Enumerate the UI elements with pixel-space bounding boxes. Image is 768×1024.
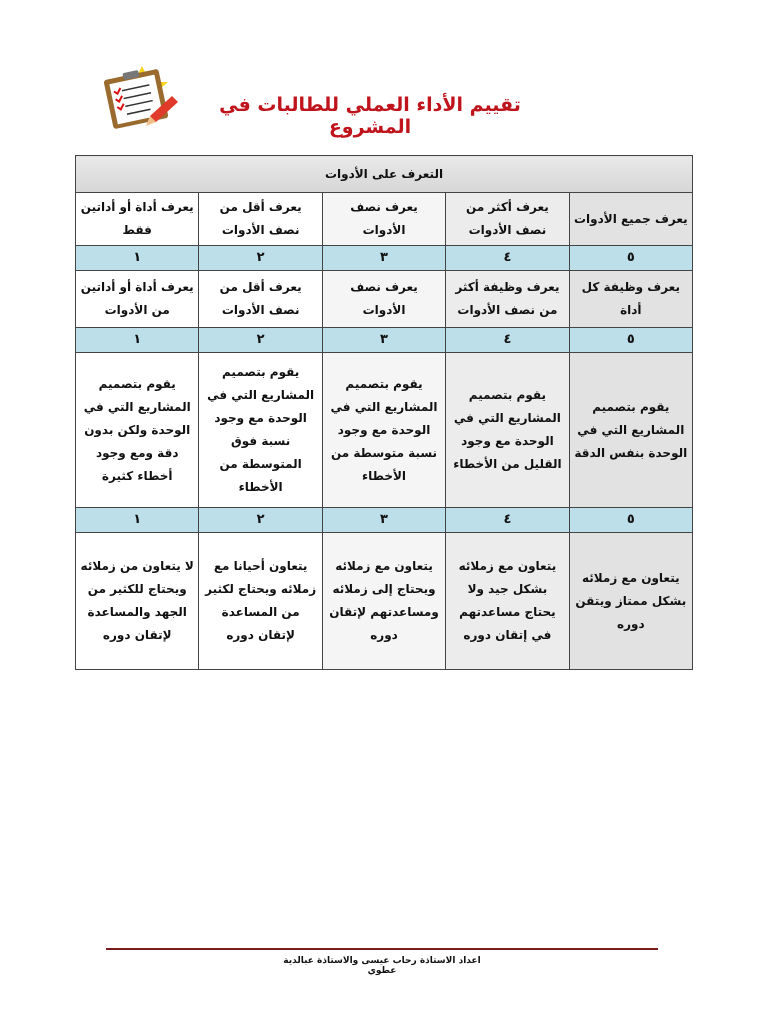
criteria-cell: يعرف أقل من نصف الأدوات	[199, 193, 322, 246]
rubric-table	[75, 155, 693, 670]
footer-divider	[106, 948, 658, 950]
criteria-cell: يعرف نصف الأدوات	[322, 271, 445, 328]
score-cell: ٣	[322, 508, 445, 533]
score-cell: ٣	[322, 328, 445, 353]
score-cell: ٢	[199, 508, 322, 533]
section-header-row	[76, 156, 693, 193]
page-title: تقييم الأداء العملي للطالبات في المشروع	[219, 94, 521, 138]
criteria-cell: يعرف أكثر من نصف الأدوات	[446, 193, 569, 246]
criteria-row	[76, 533, 693, 670]
criteria-cell: يقوم بتصميم المشاريع التي في الوحدة ولكن بدون دقة ومع وجود أخطاء كثيرة	[76, 353, 199, 508]
criteria-cell: يعرف جميع الأدوات	[569, 193, 692, 246]
criteria-cell: يعرف وظيفة أكثر من نصف الأدوات	[446, 271, 569, 328]
criteria-row	[76, 193, 693, 246]
criteria-cell: يعرف وظيفة كل أداة	[569, 271, 692, 328]
clipboard-checklist-icon	[84, 62, 184, 134]
score-cell: ٥	[569, 508, 692, 533]
criteria-cell: يعرف أقل من نصف الأدوات	[199, 271, 322, 328]
score-row	[76, 328, 693, 353]
criteria-cell: يتعاون مع زملائه ويحتاج إلى زملائه ومساعدتهم لإتقان دوره	[322, 533, 445, 670]
criteria-cell: يعرف أداة أو أداتين فقط	[76, 193, 199, 246]
criteria-row	[76, 271, 693, 328]
criteria-cell: يتعاون مع زملائه بشكل جيد ولا يحتاج مساعدتهم في إتقان دوره	[446, 533, 569, 670]
score-cell: ٢	[199, 328, 322, 353]
score-row	[76, 246, 693, 271]
score-cell: ١	[76, 508, 199, 533]
criteria-cell: يعرف نصف الأدوات	[322, 193, 445, 246]
score-cell: ١	[76, 246, 199, 271]
criteria-row	[76, 353, 693, 508]
criteria-cell: يقوم بتصميم المشاريع التي في الوحدة مع وجود نسبة متوسطة من الأخطاء	[322, 353, 445, 508]
criteria-cell: يتعاون أحيانا مع زملائه ويحتاج لكثير من المساعدة لإتقان دوره	[199, 533, 322, 670]
criteria-cell: يقوم بتصميم المشاريع التي في الوحدة مع وجود نسبة فوق المتوسطة من الأخطاء	[199, 353, 322, 508]
score-cell: ٤	[446, 508, 569, 533]
score-cell: ٢	[199, 246, 322, 271]
score-cell: ١	[76, 328, 199, 353]
criteria-cell: لا يتعاون من زملائه ويحتاج للكثير من الجهد والمساعدة لإتقان دوره	[76, 533, 199, 670]
score-cell: ٤	[446, 246, 569, 271]
score-cell: ٥	[569, 246, 692, 271]
score-cell: ٥	[569, 328, 692, 353]
footer-credit: اعداد الاستاذة رحاب عيسى والاستاذة عبالدية عطوي	[283, 956, 481, 976]
score-cell: ٤	[446, 328, 569, 353]
criteria-cell: يقوم بتصميم المشاريع التي في الوحدة مع وجود القليل من الأخطاء	[446, 353, 569, 508]
criteria-cell: يعرف أداة أو أداتين من الأدوات	[76, 271, 199, 328]
score-cell: ٣	[322, 246, 445, 271]
score-row	[76, 508, 693, 533]
criteria-cell: يتعاون مع زملائه بشكل ممتاز ويتقن دوره	[569, 533, 692, 670]
criteria-cell: يقوم بتصميم المشاريع التي في الوحدة بنفس الدقة	[569, 353, 692, 508]
section-title: التعرف على الأدوات	[76, 156, 693, 193]
